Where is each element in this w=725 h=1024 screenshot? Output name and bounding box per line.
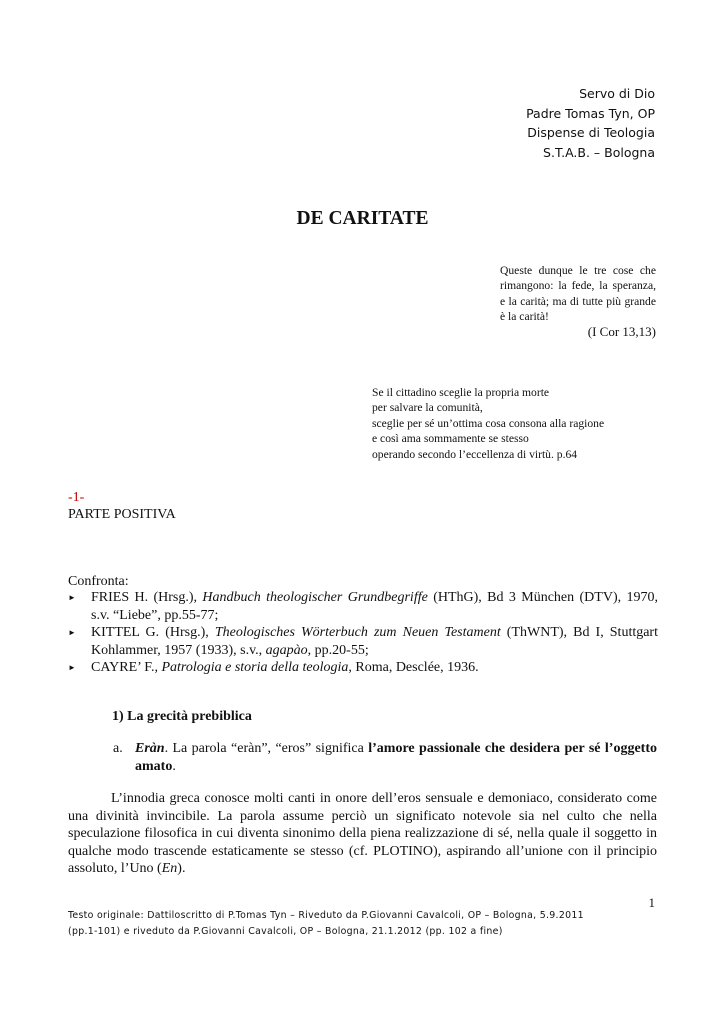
header-line-3: Dispense di Teologia bbox=[527, 125, 655, 140]
epigraph-scripture-reference: (I Cor 13,13) bbox=[587, 324, 656, 340]
reference-pages: , pp.20-55; bbox=[307, 642, 369, 658]
paragraph-text: L’innodia greca conosce molti canti in onore dell’eros sensuale e demoniaco, considerato come una divinità invincibile. La parola assume perciò un significato notevole sia nel culto che nella speculazione filosofica in cui diventa sinonimo della piena realizzazione di sé, nella quale il soggetto in qualche modo trascende estaticamente se stesso (cf. PLOTINO), aspirando all’unione con il principio assoluto, l’Uno ( bbox=[68, 791, 657, 876]
header-line-4: S.T.A.B. – Bologna bbox=[543, 144, 655, 160]
header-line-1: Servo di Dio bbox=[579, 86, 655, 101]
reference-title: Theologisches Wörterbuch zum Neuen Testament bbox=[214, 625, 501, 640]
epigraph-line-2: per salvare la comunità, bbox=[372, 401, 483, 415]
reference-author: KITTEL G. (Hrsg.), bbox=[91, 625, 215, 640]
reference-author: FRIES H. (Hrsg.), bbox=[91, 590, 203, 605]
reference-item bbox=[68, 624, 658, 659]
reference-details: (ThWNT), Bd I, Stuttgart Kohlammer, 1957 (1933), s.v., bbox=[91, 625, 658, 658]
body-paragraph bbox=[68, 790, 657, 878]
header-line-2: Padre Tomas Tyn, OP bbox=[526, 105, 655, 121]
subheading-marker: a. bbox=[113, 741, 123, 756]
reference-item bbox=[68, 589, 658, 624]
reference-details: (HThG), Bd 3 München (DTV), 1970, s.v. “Liebe”, pp.55-77; bbox=[91, 590, 658, 623]
subheading-end: . bbox=[172, 759, 176, 774]
section-number: -1- bbox=[68, 490, 85, 505]
epigraph-line-4: e così ama sommamente se stesso bbox=[372, 432, 529, 446]
heading-greek-prebiblical: 1) La grecità prebiblica bbox=[112, 709, 252, 724]
bullet-arrow-icon: ► bbox=[68, 593, 76, 602]
footer-line-1: Testo originale: Dattiloscritto di P.Tomas Tyn – Riveduto da P.Giovanni Cavalcoli, OP – Bologna, 5.9.2011 bbox=[68, 910, 584, 921]
epigraph-line-3: sceglie per sé un’ottima cosa consona alla ragione bbox=[372, 416, 605, 430]
epigraph-citizen bbox=[372, 385, 604, 462]
reference-title: Patrologia e storia della teologia bbox=[161, 660, 349, 675]
term-eran: Eràn bbox=[135, 741, 165, 756]
section-title: PARTE POSITIVA bbox=[68, 507, 176, 522]
reference-term: agapào bbox=[265, 642, 308, 658]
footer bbox=[68, 908, 668, 940]
paragraph-end: ). bbox=[177, 861, 186, 876]
header-block bbox=[526, 84, 655, 162]
epigraph-line-1: Se il cittadino sceglie la propria morte bbox=[372, 386, 550, 399]
confronta-label: Confronta: bbox=[68, 574, 129, 589]
document-title: DE CARITATE bbox=[296, 208, 429, 229]
footer-line-2: (pp.1-101) e riveduto da P.Giovanni Cavalcoli, OP – Bologna, 21.1.2012 (pp. 102 a fine) bbox=[68, 926, 503, 937]
reference-title: Handbuch theologischer Grundbegriffe bbox=[202, 590, 428, 605]
bullet-arrow-icon: ► bbox=[68, 628, 76, 637]
bullet-arrow-icon: ► bbox=[68, 663, 76, 672]
subheading-bold: l’amore passionale che desidera per sé l’oggetto amato bbox=[135, 741, 657, 774]
epigraph-scripture-text: Queste dunque le tre cose che rimangono: la fede, la speranza, e la carità; ma di tutte più grande è la carità! bbox=[500, 264, 656, 323]
epigraph-line-5: operando secondo l’eccellenza di virtù. p.64 bbox=[372, 447, 578, 461]
subheading-eran bbox=[113, 740, 657, 776]
epigraph-scripture bbox=[500, 263, 656, 339]
reference-item bbox=[68, 659, 658, 677]
reference-list bbox=[68, 589, 658, 677]
reference-details: , Roma, Desclée, 1936. bbox=[348, 660, 479, 675]
subheading-text: . La parola “eràn”, “eros” significa bbox=[164, 741, 369, 756]
paragraph-italic-term: En bbox=[161, 861, 178, 876]
reference-author: CAYRE’ F., bbox=[91, 660, 162, 675]
page-number: 1 bbox=[648, 895, 655, 910]
